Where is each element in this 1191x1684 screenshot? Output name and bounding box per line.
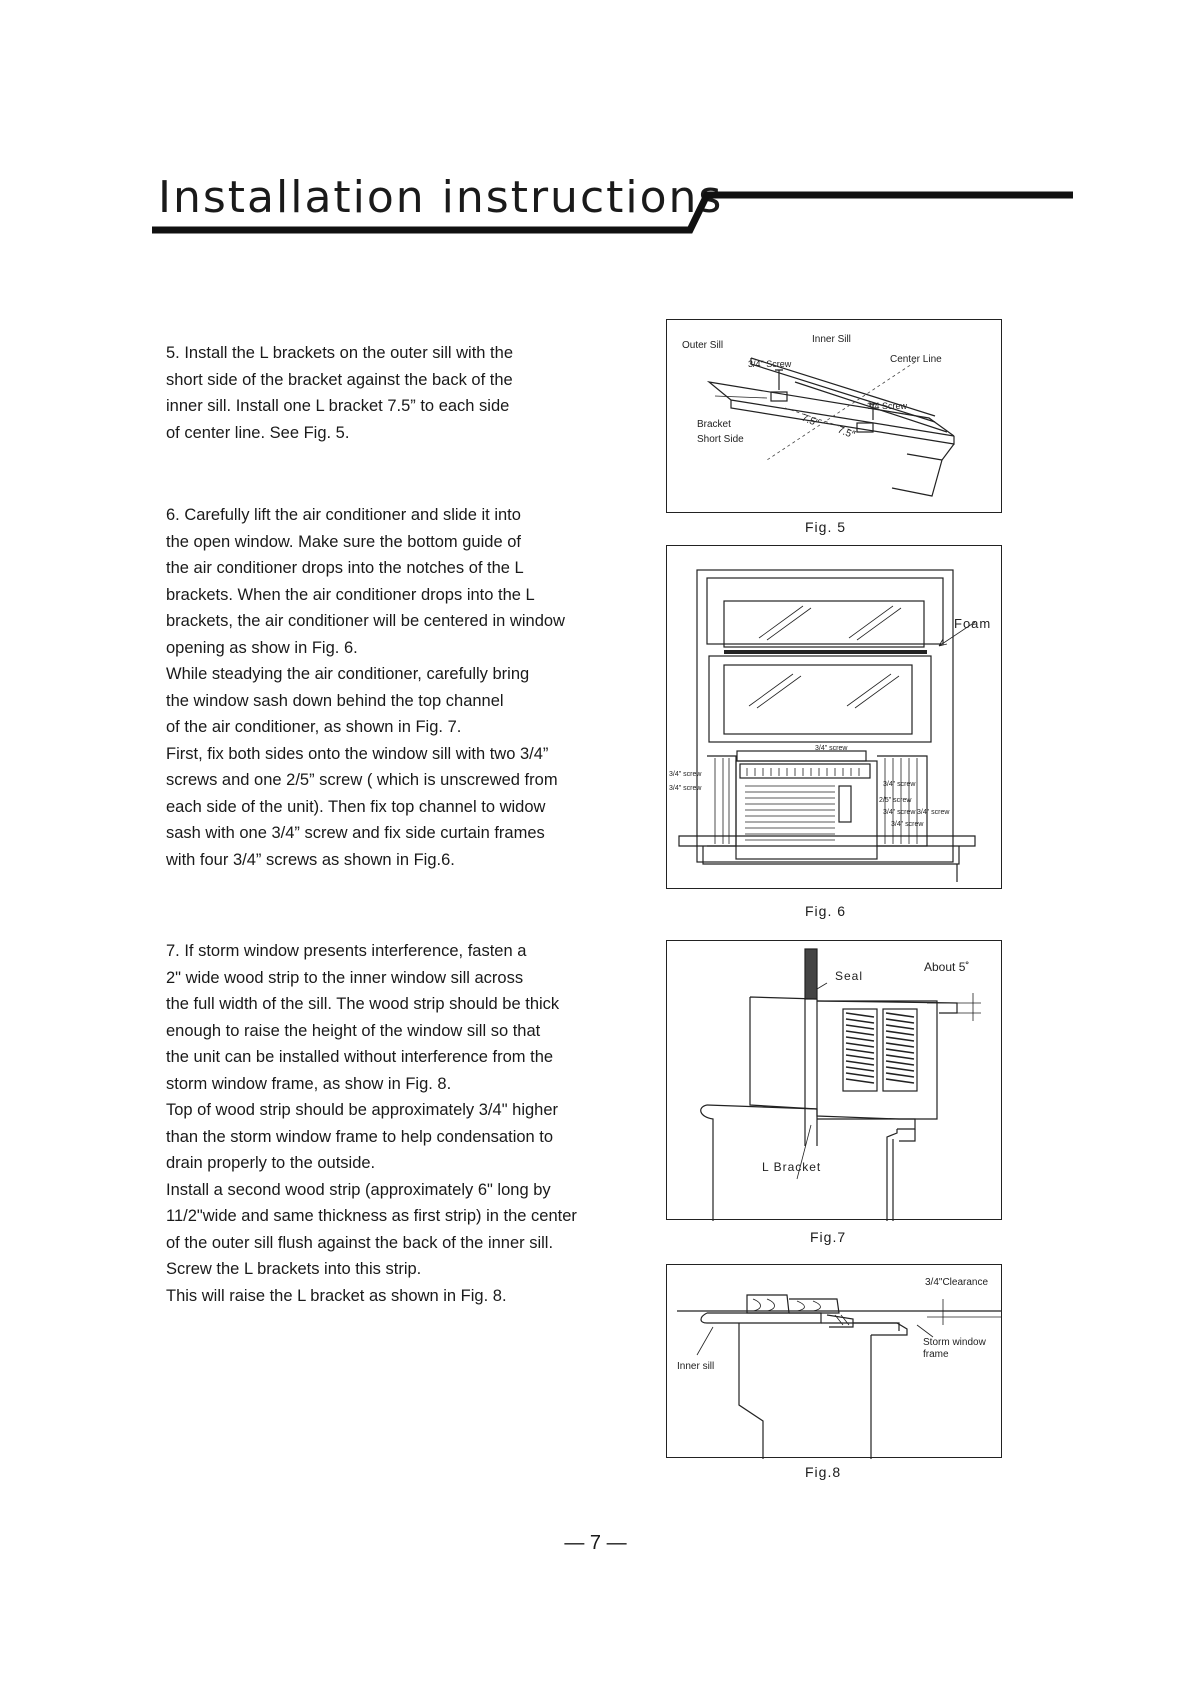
fig8-caption: Fig.8 — [805, 1464, 842, 1480]
fig8-label-storm-2: frame — [923, 1349, 949, 1360]
fig6-label-top-screw: 3/4" screw — [815, 745, 848, 752]
fig8-label-inner-sill: Inner sill — [677, 1361, 715, 1372]
fig6-label-right-screw-4: 3/4" screw — [917, 809, 950, 816]
fig6-label-left-screw-1: 3/4" screw — [669, 771, 702, 778]
fig5-label-center-line: Center Line — [890, 354, 942, 365]
title-rule — [0, 0, 1191, 260]
fig8-drawing — [667, 1265, 1003, 1459]
figure-8 — [666, 1264, 1002, 1458]
fig6-label-foam: Foam — [954, 616, 992, 631]
fig5-label-outer-sill: Outer Sill — [682, 340, 724, 351]
fig5-label-dim-left: 7.5" — [799, 412, 821, 430]
figure-6 — [666, 545, 1002, 889]
fig6-label-right-screw-5: 3/4" screw — [891, 821, 924, 828]
fig8-label-clearance: 3/4"Clearance — [925, 1277, 989, 1288]
fig5-label-screw-right: 3/4 Screw — [867, 401, 908, 411]
fig5-label-dim-right: 7.5" — [835, 424, 857, 442]
figure-5 — [666, 319, 1002, 513]
fig5-label-screw-left: 3/4" Screw — [748, 359, 792, 369]
fig7-label-l-bracket: L Bracket — [762, 1160, 822, 1174]
fig6-drawing — [667, 546, 1003, 890]
fig5-label-short-side: Short Side — [697, 434, 744, 445]
fig6-caption: Fig. 6 — [805, 903, 847, 919]
fig6-label-right-screw-3: 3/4" screw — [883, 809, 916, 816]
fig6-label-right-screw-2: 2/5" screw — [879, 797, 912, 804]
fig7-label-seal: Seal — [835, 969, 864, 983]
fig6-label-left-screw-2: 3/4" screw — [669, 785, 702, 792]
figure-7 — [666, 940, 1002, 1220]
fig7-caption: Fig.7 — [810, 1229, 847, 1245]
fig8-label-storm-1: Storm window — [923, 1337, 986, 1348]
step-5-text: 5. Install the L brackets on the outer sill with the short side of the bracket against the back of the inner sill. Install one L bracket 7.5” to each side of center line. See Fig. 5. — [166, 344, 513, 442]
page-title: Installation instructions — [158, 172, 724, 223]
step-6-text: 6. Carefully lift the air conditioner and slide it into the open window. Make sure the bottom guide of the air conditioner drops into the notches of the L brackets. When the air conditioner drops into the L brackets, the air conditioner will be centered in window opening as show in Fig. 6. While steadying the air conditioner, carefully bring the window sash down behind the top channel of the air conditioner, as shown in Fig. 7. First, fix both sides onto the window sill with two 3/4” screws and one 2/5” screw ( which is unscrewed from each side of the unit). Then fix top channel to widow sash with one 3/4” screw and fix side curtain frames with four 3/4” screws as shown in Fig.6. — [166, 506, 565, 869]
fig5-drawing — [667, 320, 1003, 514]
fig5-caption: Fig. 5 — [805, 519, 847, 535]
fig5-label-bracket: Bracket — [697, 419, 731, 430]
page-number: — 7 — — [564, 1532, 627, 1554]
fig6-label-right-screw-1: 3/4" screw — [883, 781, 916, 788]
fig7-drawing — [667, 941, 1003, 1221]
fig7-label-about: About 5˚ — [924, 960, 970, 974]
step-7-text: 7. If storm window presents interference, fasten a 2" wide wood strip to the inner window sill across the full width of the sill. The wood strip should be thick enough to raise the height of the window sill so that the unit can be installed without interference from the storm window frame, as show in Fig. 8. Top of wood strip should be approximately 3/4" higher than the storm window frame to help condensation to drain properly to the outside. Install a second wood strip (approximately 6" long by 11/2"wide and same thickness as first strip) in the center of the outer sill flush against the back of the inner sill. Screw the L brackets into this strip. This will raise the L bracket as shown in Fig. 8. — [166, 942, 577, 1305]
fig5-label-inner-sill: Inner Sill — [812, 334, 851, 345]
